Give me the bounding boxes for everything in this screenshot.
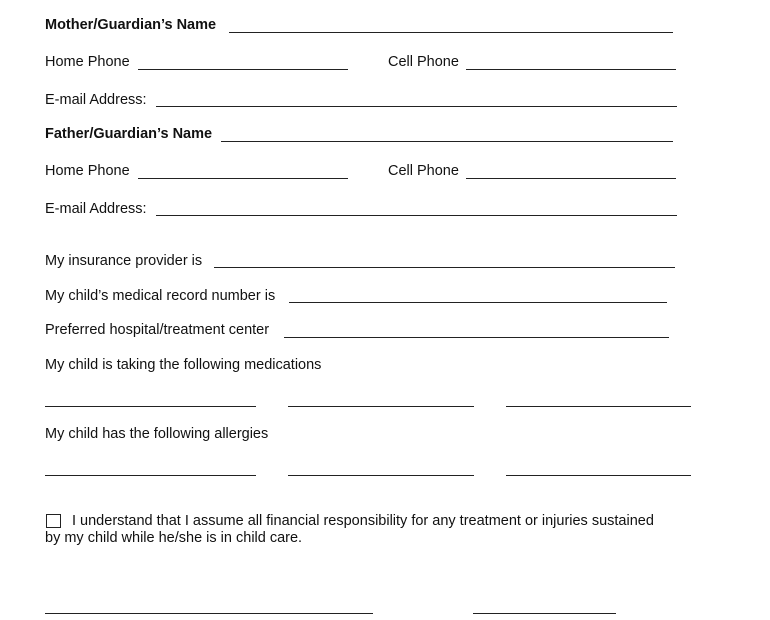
financial-responsibility-checkbox[interactable] (46, 514, 61, 528)
mother-cell-phone-field[interactable] (466, 69, 676, 70)
medications-label: My child is taking the following medications (45, 357, 322, 373)
allergy-field-1[interactable] (45, 475, 256, 476)
medical-record-label: My child’s medical record number is (45, 288, 276, 304)
hospital-label: Preferred hospital/treatment center (45, 322, 270, 338)
mother-name-field[interactable] (229, 32, 673, 33)
father-cell-phone-field[interactable] (466, 178, 676, 179)
medication-field-3[interactable] (506, 406, 691, 407)
father-email-label: E-mail Address: (45, 201, 147, 217)
mother-home-phone-field[interactable] (138, 69, 348, 70)
allergy-field-3[interactable] (506, 475, 691, 476)
signature-field[interactable] (45, 613, 373, 614)
agreement-text-line2: by my child while he/she is in child care. (45, 530, 303, 546)
father-home-phone-label: Home Phone (45, 163, 130, 179)
father-home-phone-field[interactable] (138, 178, 348, 179)
hospital-field[interactable] (284, 337, 669, 338)
allergy-field-2[interactable] (288, 475, 474, 476)
father-name-label: Father/Guardian’s Name (45, 126, 213, 142)
insurance-field[interactable] (214, 267, 675, 268)
mother-home-phone-label: Home Phone (45, 54, 130, 70)
allergies-label: My child has the following allergies (45, 426, 269, 442)
mother-email-field[interactable] (156, 106, 677, 107)
father-email-field[interactable] (156, 215, 677, 216)
insurance-label: My insurance provider is (45, 253, 203, 269)
mother-cell-phone-label: Cell Phone (388, 54, 459, 70)
medical-record-field[interactable] (289, 302, 667, 303)
father-cell-phone-label: Cell Phone (388, 163, 459, 179)
date-field[interactable] (473, 613, 616, 614)
mother-name-label: Mother/Guardian’s Name (45, 17, 217, 33)
medication-field-2[interactable] (288, 406, 474, 407)
medication-field-1[interactable] (45, 406, 256, 407)
father-name-field[interactable] (221, 141, 673, 142)
agreement-text-line1: I understand that I assume all financial responsibility for any treatment or injuries sustained (72, 513, 654, 529)
mother-email-label: E-mail Address: (45, 92, 147, 108)
